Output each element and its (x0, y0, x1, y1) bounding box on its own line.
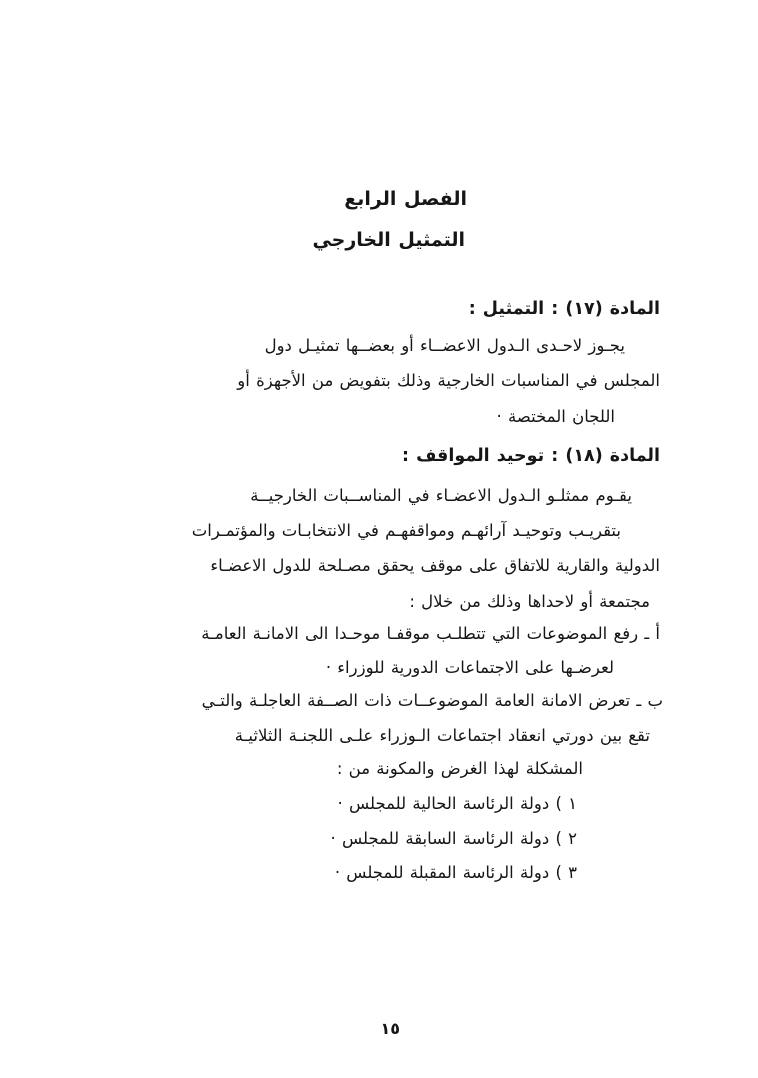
numbered-item: ٣ ) دولة الرئاسة المقبلة للمجلس · (334, 863, 577, 882)
article-17-paragraph-line: اللجان المختصة · (496, 407, 615, 426)
article-17-paragraph-line: يجـوز لاحـدى الـدول الاعضــاء أو بعضــها تمثيـل دول (264, 336, 625, 355)
article-18-paragraph-line: الدولية والقارية للاتفاق على موقف يحقق مصـلحة للدول الاعضـاء (210, 556, 660, 575)
article-17-heading: المادة (١٧) : التمثيل : (468, 299, 660, 319)
article-17-paragraph-line: المجلس في المناسبات الخارجية وذلك بتفويض من الأجهزة أو (237, 371, 660, 390)
item-a-line: لعرضـها على الاجتماعات الدورية للوزراء · (325, 658, 614, 677)
numbered-item: ١ ) دولة الرئاسة الحالية للمجلس · (337, 794, 577, 813)
article-18-paragraph-line: بتقريـب وتوحيـد آرائهـم ومواقفهـم في الانتخابـات والمؤتمـرات (191, 521, 621, 540)
chapter-title: الفصل الرابع (344, 188, 467, 210)
page-number: ١٥ (380, 1019, 400, 1038)
article-18-heading: المادة (١٨) : توحيد المواقف : (402, 446, 660, 466)
chapter-subtitle: التمثيل الخارجي (312, 229, 465, 251)
item-a-line: أ ـ رفع الموضوعات التي تتطلـب موقفـا موحـدا الى الامانـة العامـة (201, 624, 660, 643)
item-b-line: تقع بين دورتي انعقاد اجتماعات الـوزراء علـى اللجنـة الثلاثيـة (234, 726, 650, 745)
article-18-paragraph-line: يقـوم ممثلـو الـدول الاعضـاء في المناســبات الخارجيــة (250, 486, 632, 505)
article-18-paragraph-line: مجتمعة أو لاحداها وذلك من خلال : (409, 592, 650, 611)
numbered-item: ٢ ) دولة الرئاسة السابقة للمجلس · (330, 829, 577, 848)
item-b-line: المشكلة لهذا الغرض والمكونة من : (336, 759, 583, 778)
item-b-line: ب ـ تعرض الامانة العامة الموضوعــات ذات الصــفة العاجلـة والتـي (201, 691, 663, 710)
